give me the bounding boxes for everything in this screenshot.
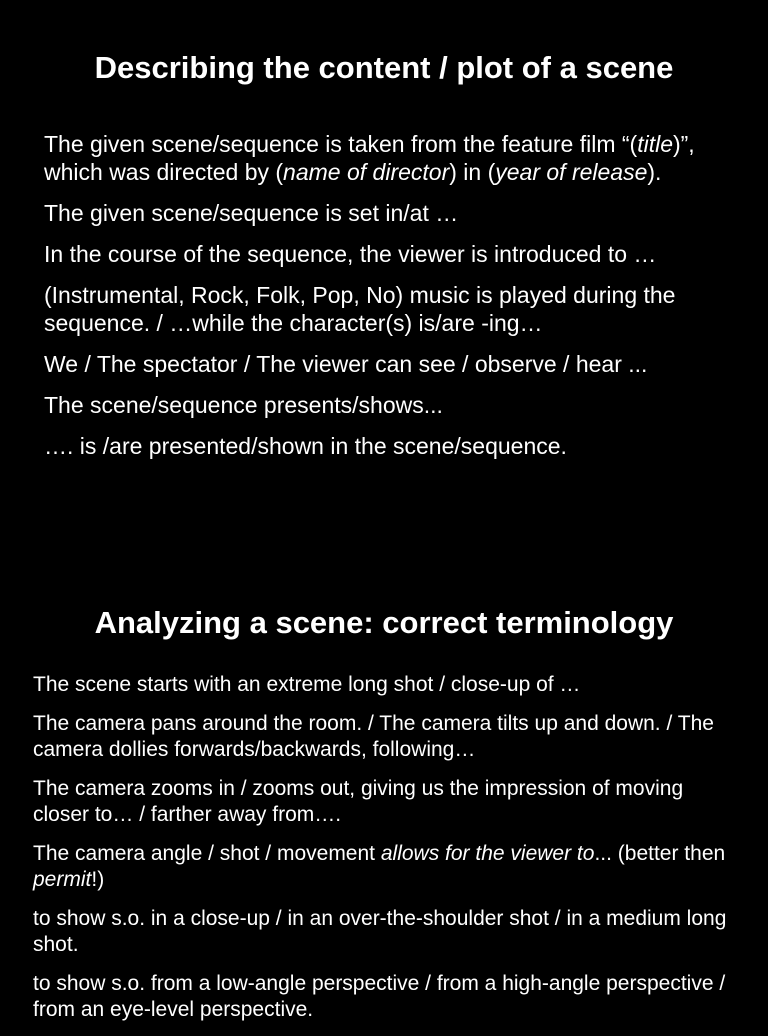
phrase-segment: The given scene/sequence is taken from the feature film “( [44, 131, 638, 157]
phrase-segment: (Instrumental, Rock, Folk, Pop, No) music is played during the sequence. / …while the character(s) is/are -ing… [44, 282, 676, 336]
section-heading: Describing the content / plot of a scene [94, 50, 674, 85]
phrase-list [33, 672, 733, 1036]
phrase-segment: !) [91, 868, 105, 891]
phrase-list [44, 130, 744, 473]
phrase-segment: The camera zooms in / zooms out, giving us the impression of moving closer to… / farther away from…. [33, 777, 684, 826]
phrase-segment: The given scene/sequence is set in/at … [44, 200, 459, 226]
phrase-item [33, 906, 733, 958]
slide-analyzing-terminology [0, 560, 768, 1024]
phrase-item [33, 971, 733, 1023]
phrase-segment: We / The spectator / The viewer can see / observe / hear ... [44, 351, 648, 377]
phrase-italic-segment: name of director [283, 159, 450, 185]
phrase-item [33, 672, 733, 698]
phrase-segment: In the course of the sequence, the viewer is introduced to … [44, 241, 657, 267]
phrase-segment: to show s.o. from a low-angle perspective / from a high-angle perspective / from an eye-level perspective. [33, 972, 726, 1021]
phrase-item [33, 841, 733, 893]
phrase-item [44, 281, 744, 337]
phrase-item [33, 776, 733, 828]
phrase-item [44, 240, 744, 268]
phrase-segment: to show s.o. in a close-up / in an over-the-shoulder shot / in a medium long shot. [33, 907, 727, 956]
phrase-item [44, 130, 744, 186]
phrase-italic-segment: permit [33, 868, 92, 891]
phrase-italic-segment: year of release [495, 159, 648, 185]
phrase-segment: ) in ( [449, 159, 496, 185]
phrase-italic-segment: allows for the viewer to [380, 842, 595, 865]
section-heading: Analyzing a scene: correct terminology [94, 605, 674, 640]
slide-describing-content [0, 0, 768, 512]
phrase-item [44, 350, 744, 378]
phrase-segment: The camera angle / shot / movement [33, 842, 381, 865]
phrase-segment: ... (better then [594, 842, 726, 865]
phrase-item [33, 711, 733, 763]
phrase-segment: …. is /are presented/shown in the scene/sequence. [44, 433, 567, 459]
phrase-segment: ). [647, 159, 662, 185]
phrase-segment: The scene/sequence presents/shows... [44, 392, 443, 418]
phrase-item [44, 199, 744, 227]
phrase-segment: )”, which was directed by ( [44, 131, 695, 185]
phrase-italic-segment: title [637, 131, 673, 157]
phrase-item [44, 391, 744, 419]
phrase-item [44, 432, 744, 460]
phrase-segment: The scene starts with an extreme long shot / close-up of … [33, 673, 581, 696]
phrase-segment: The camera pans around the room. / The camera tilts up and down. / The camera dollies forwards/backwards, following… [33, 712, 714, 761]
